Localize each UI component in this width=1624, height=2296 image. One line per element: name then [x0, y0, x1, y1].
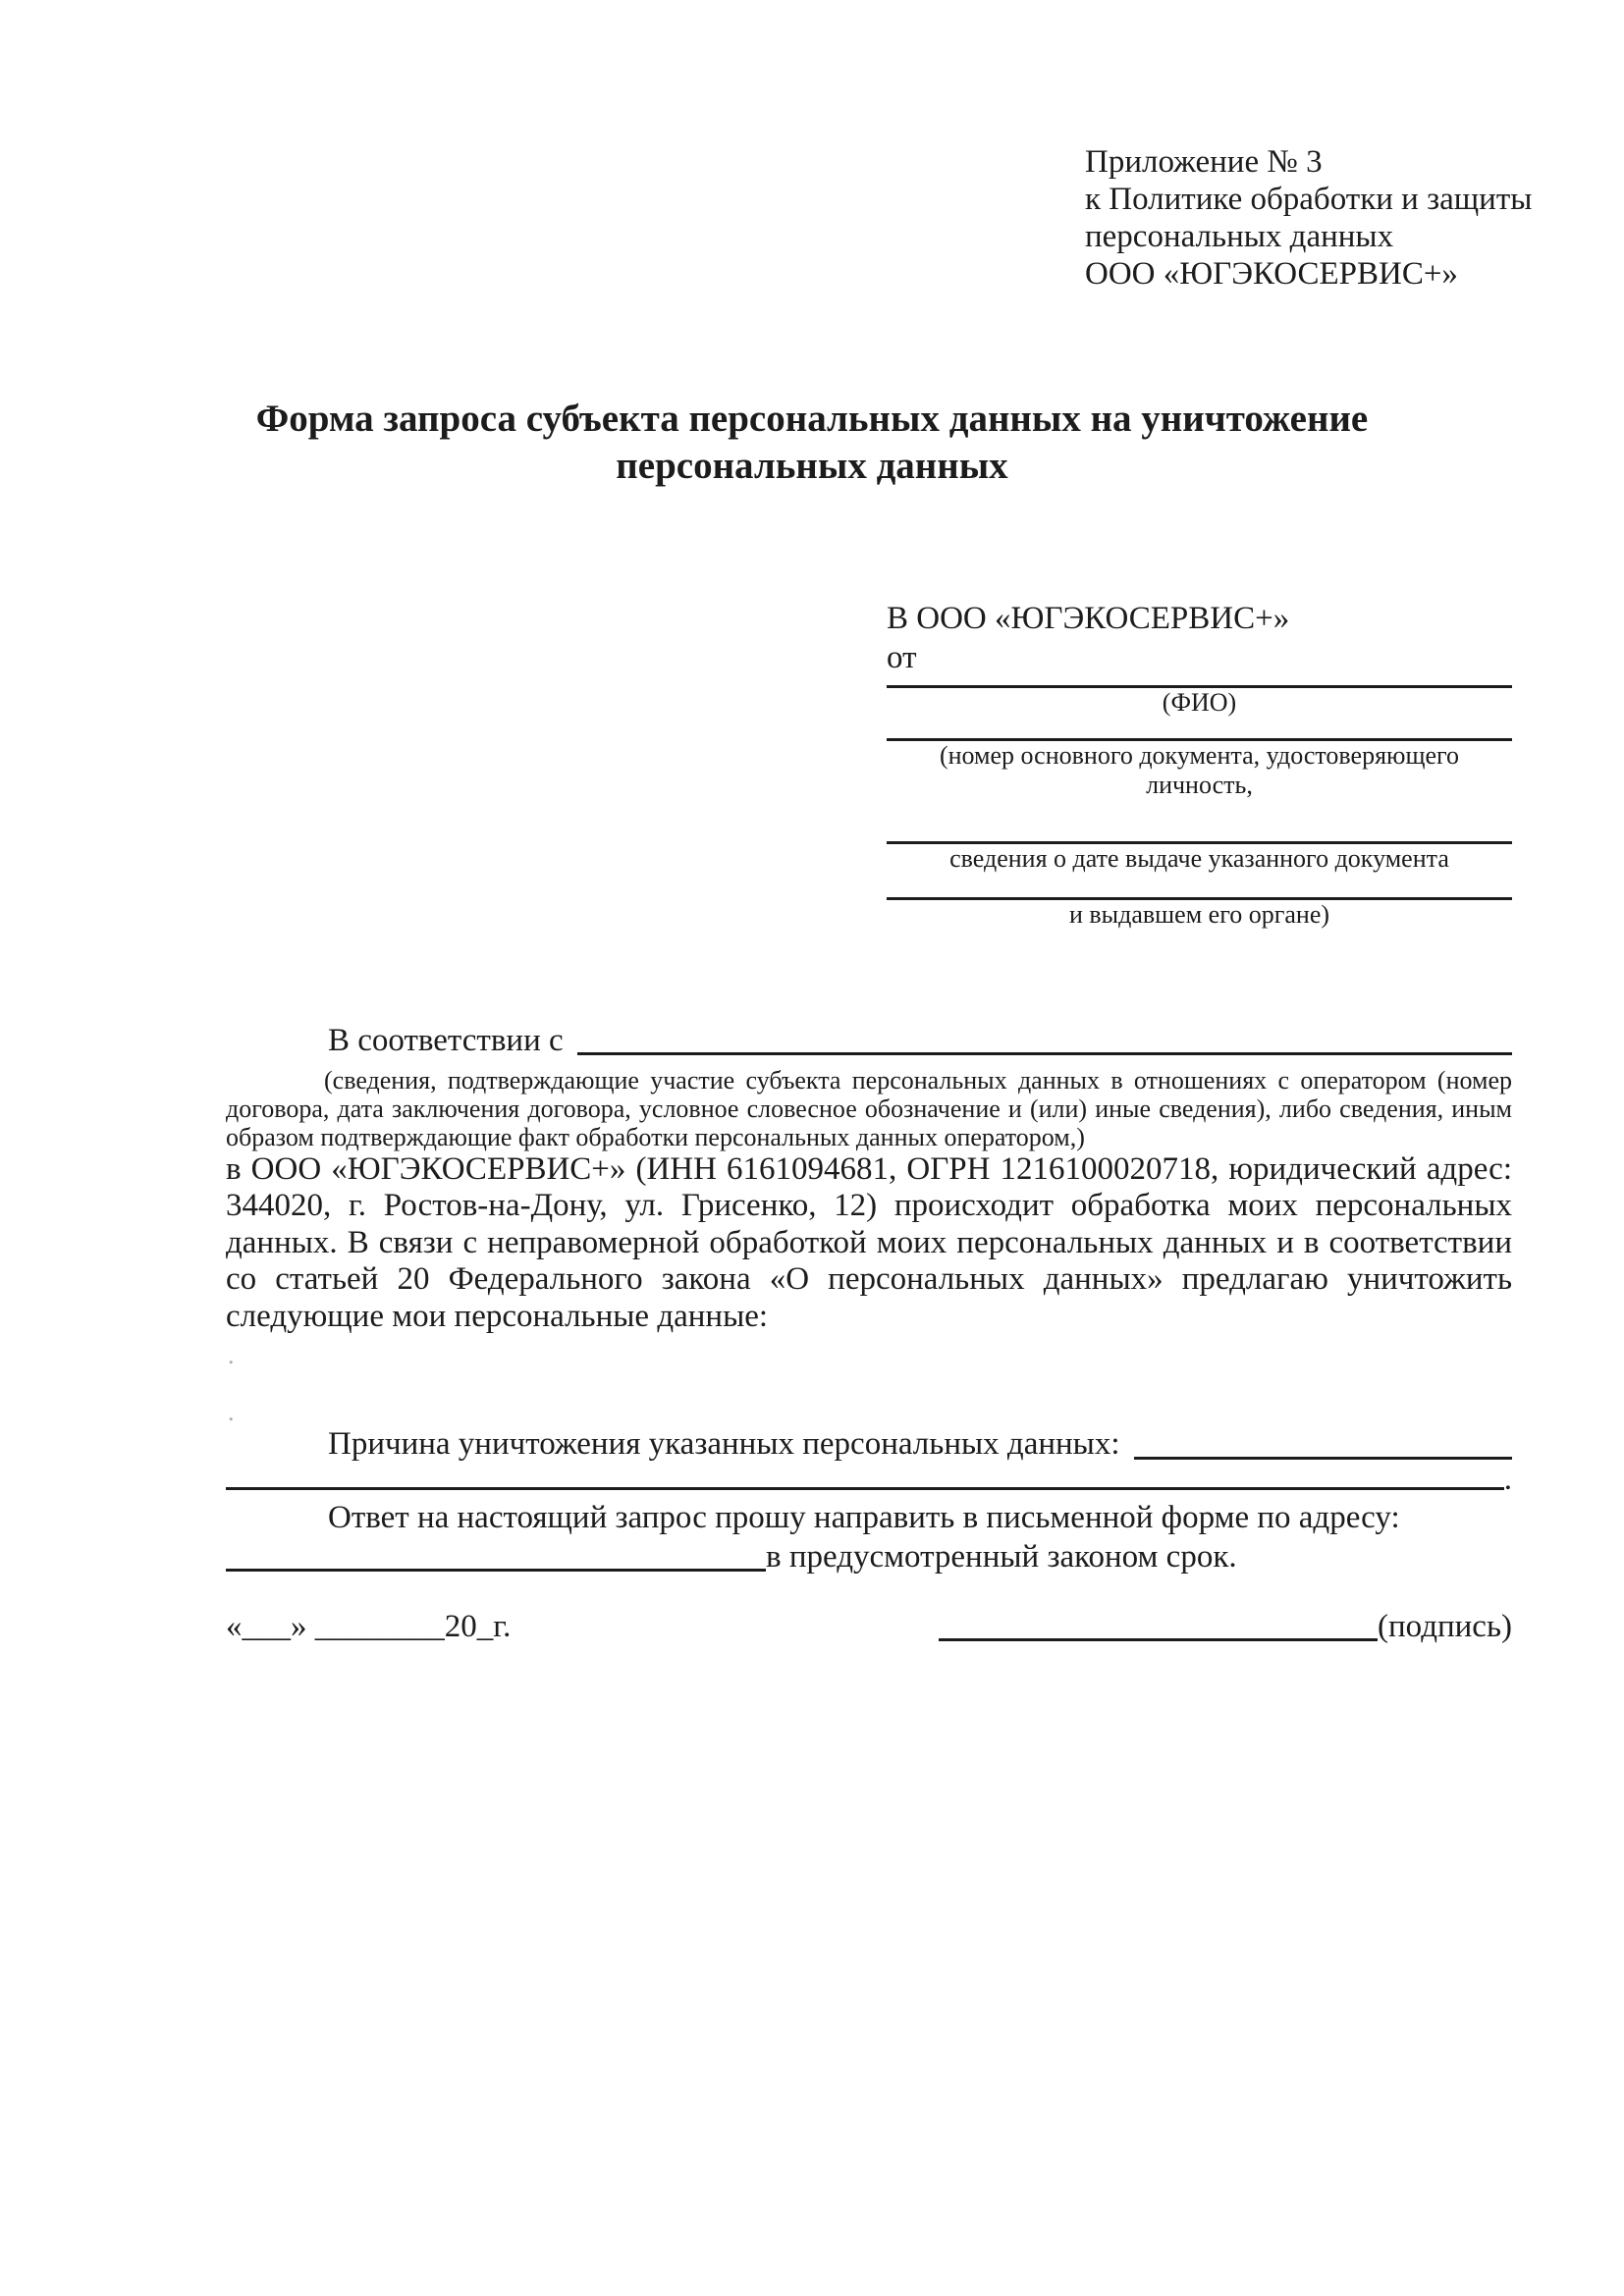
address-blank-line — [226, 1569, 766, 1572]
issue-date-blank-line — [887, 800, 1512, 844]
basis-row — [226, 1021, 1512, 1060]
addressee-to: В ООО «ЮГЭКОСЕРВИС+» — [887, 601, 1290, 636]
personal-data-list-marker-1: . — [228, 1341, 235, 1370]
issuing-authority-blank-line — [887, 874, 1512, 900]
basis-note: (сведения, подтверждающие участие субъекта персональных данных в отношениях с оператором (номер договора, дата заключения договора, условное словесное обозначение и (или) иные сведения), либо сведения, иным образом подтверждающие факт обработки персональных данных оператором,) — [226, 1066, 1512, 1151]
main-paragraph: в ООО «ЮГЭКОСЕРВИС+» (ИНН 6161094681, ОГРН 1216100020718, юридический адрес: 344020, г. Ростов-на-Дону, ул. Грисенко, 12) происходит обработка моих персональных данных. В связи с неправомерной обработкой моих персональных данных и в соответствии со статьей 20 Федерального закона «О персональных данных» предлагаю уничтожить следующие мои персональные данные: — [226, 1151, 1512, 1334]
reason-row — [226, 1423, 1512, 1465]
fio-caption: (ФИО) — [1162, 688, 1237, 717]
document-title — [0, 396, 1624, 490]
response-line: Ответ на настоящий запрос прошу направить в письменной форме по адресу: — [328, 1500, 1400, 1536]
reason-continuation-row — [226, 1462, 1512, 1498]
personal-data-list-marker-2: . — [228, 1398, 235, 1427]
reason-tail-period: . — [1503, 1462, 1512, 1498]
issuing-authority-caption: и выдавшем его органе) — [1068, 900, 1330, 929]
document-number-blank-line — [887, 718, 1512, 741]
document-title-line-2: персональных данных — [616, 445, 1008, 487]
appendix-header-line-4: ООО «ЮГЭКОСЕРВИС+» — [1085, 256, 1458, 292]
response-address-row — [226, 1537, 1512, 1576]
document-number-caption: (номер основного документа, удостоверяющего личность, — [939, 741, 1460, 799]
signature-blank-line — [939, 1638, 1378, 1641]
appendix-header-line-2: к Политике обработки и защиты — [1085, 182, 1533, 217]
response-line-suffix: в предусмотренный законом срок. — [766, 1539, 1237, 1575]
signature-group — [939, 1606, 1512, 1647]
signature-caption: (подпись) — [1378, 1609, 1512, 1644]
document-title-line-1: Форма запроса субъекта персональных данных на уничтожение — [255, 398, 1369, 440]
reason-continuation-blank-line — [226, 1487, 1504, 1490]
appendix-header-line-3: персональных данных — [1085, 219, 1394, 254]
signature-footer — [226, 1606, 1512, 1647]
appendix-header — [1085, 143, 1532, 293]
issue-date-caption: сведения о дате выдаче указанного документа — [949, 844, 1449, 873]
date-line: «___» ________20_г. — [226, 1609, 512, 1644]
basis-prefix: В соответствии с — [328, 1023, 564, 1058]
fio-blank-line — [887, 677, 1512, 688]
appendix-header-line-1: Приложение № 3 — [1085, 144, 1323, 180]
body-section — [226, 1021, 1512, 1576]
reason-blank-line — [1134, 1457, 1512, 1460]
reason-label: Причина уничтожения указанных персональных данных: — [328, 1426, 1120, 1463]
addressee-block — [887, 599, 1512, 930]
addressee-from-label: от — [887, 640, 917, 675]
basis-blank-line — [577, 1052, 1512, 1055]
